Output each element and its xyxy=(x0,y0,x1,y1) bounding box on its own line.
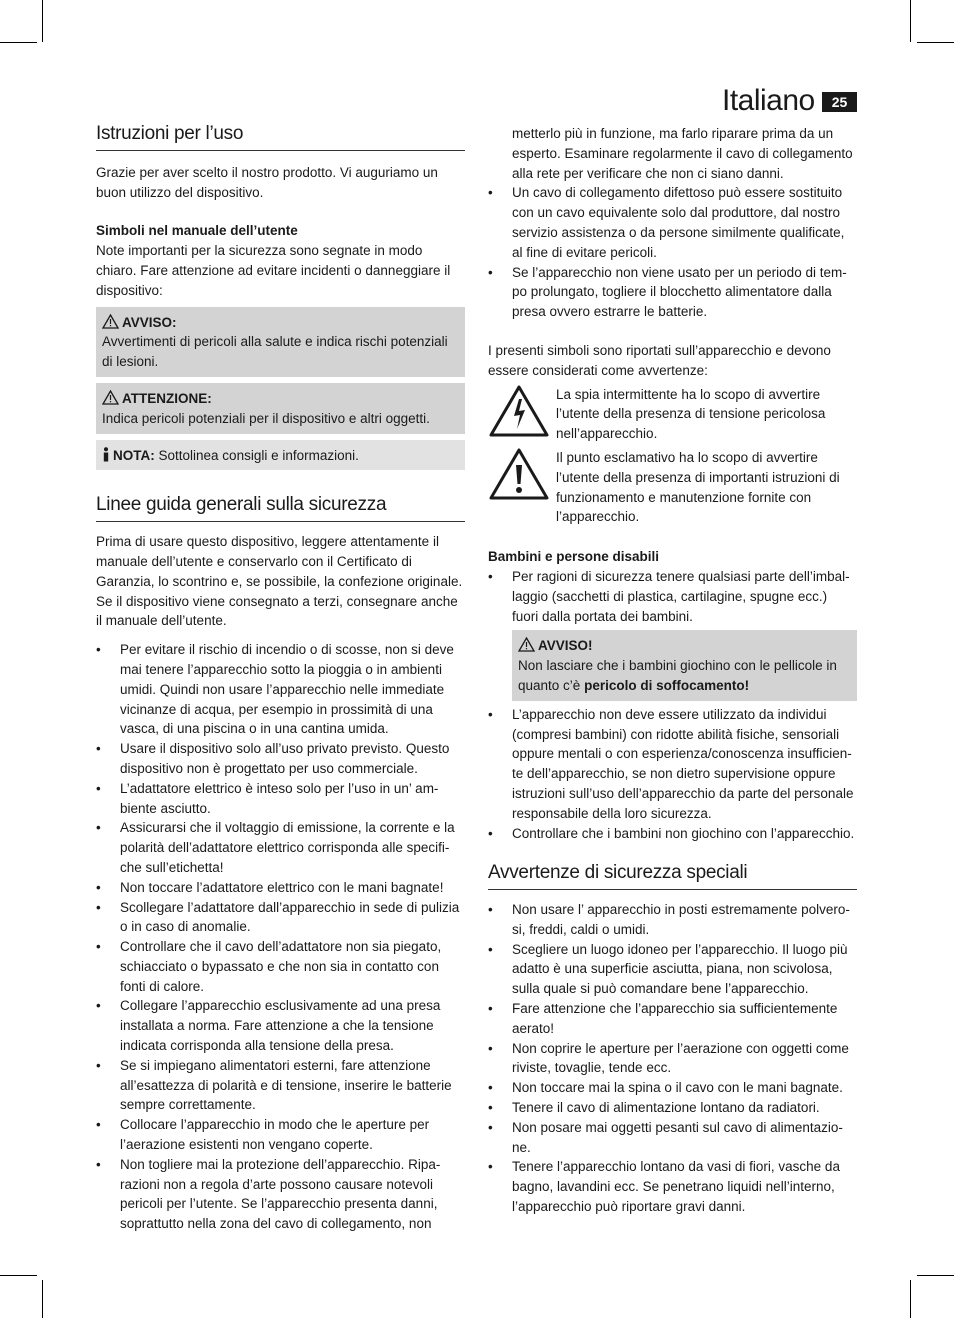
attenzione-box xyxy=(96,383,465,434)
info-icon xyxy=(102,447,110,462)
children-heading: Bambini e persone disabili xyxy=(488,549,660,565)
page-language-title: Italiano xyxy=(722,84,815,117)
avviso-text: Avvertimenti di pericoli alla salute e indica rischi potenziali di lesioni. xyxy=(102,334,448,370)
list-item: • Collegare l’apparecchio esclusivamente ad una presa installata a norma. Fare attenzione a che la tensione indicata corrisponda alla tensione della presa. xyxy=(96,996,465,1055)
warning-triangle-icon xyxy=(102,390,119,405)
symbol-voltage-text: La spia intermittente ha lo scopo di avvertire l’utente della presenza di tensione pericolosa nell’apparecchio. xyxy=(556,386,826,442)
symbol-exclamation-text: Il punto esclamativo ha lo scopo di avvertire l’utente della presenza di importanti istruzioni di funzionamento e manutenzione fornite con l’apparecchio. xyxy=(556,449,840,525)
list-item: • Per evitare il rischio di incendio o di scosse, non si deve mai tenere l’apparecchio sotto la pioggia o in ambienti umidi. Quindi non usare l’apparecchio nelle immediate vicinanze di acqua, per esempio in prossimità di una vasca, di una piscina o in una cantina umida. xyxy=(96,640,465,739)
list-item: • Se l’apparecchio non viene usato per un periodo di tem-po prolungato, togliere il blocchetto alimentatore dalla presa ovvero estrarre le batterie. xyxy=(488,263,857,322)
avviso-box xyxy=(96,307,465,377)
symbols-heading: Simboli nel manuale dell’utente xyxy=(96,223,298,239)
safety-list xyxy=(96,640,465,1234)
right-column xyxy=(488,124,857,1217)
list-item: • Non toccare l’adattatore elettrico con le mani bagnate! xyxy=(96,878,465,898)
list-item: • Per ragioni di sicurezza tenere qualsiasi parte dell’imbal-laggio (sacchetti di plastica, cartilagine, spugne ecc.) fuori dalla portata dei bambini. xyxy=(488,567,857,626)
list-item: • Scegliere un luogo idoneo per l’apparecchio. Il luogo più adatto è una superficie asciutta, piana, non scivolosa, sulla quale si può comandare bene l’apparecchio. xyxy=(488,940,857,999)
page-number-badge: 25 xyxy=(822,92,857,112)
lightning-warning-icon xyxy=(489,385,549,437)
list-item: • Non togliere mai la protezione dell’apparecchio. Ripa-razioni non a regola d’arte possono causare notevoli pericoli per l’utente. Se l’apparecchio presenta danni, soprattutto nella zona del cavo di collegamento, non xyxy=(96,1155,465,1234)
children-list xyxy=(488,567,857,626)
list-item: • Un cavo di collegamento difettoso può essere sostituito con un cavo equivalente solo dal produttore, dal nostro servizio assistenza o da persone similmente qualificate, al fine di evitare pericoli. xyxy=(488,183,857,262)
crop-mark xyxy=(910,0,911,42)
list-item: • Non posare mai oggetti pesanti sul cavo di alimentazio-ne. xyxy=(488,1118,857,1158)
avviso-children-text: Non lasciare che i bambini giochino con le pellicole in quanto c’è xyxy=(518,658,837,693)
warning-triangle-icon xyxy=(518,637,535,652)
attenzione-title: ATTENZIONE: xyxy=(122,390,212,406)
symbol-row-voltage xyxy=(488,385,857,444)
list-item: • Scollegare l’adattatore dall’apparecchio in sede di pulizia o in caso di anomalie. xyxy=(96,898,465,938)
avviso-children-box xyxy=(512,630,857,700)
list-item: • Se si impiegano alimentatori esterni, fare attenzione all’esattezza di polarità e di tensione, inserire le batterie sempre correttamente. xyxy=(96,1056,465,1115)
avviso-title: AVVISO: xyxy=(122,314,177,330)
nota-box xyxy=(96,440,465,471)
symbol-row-exclamation xyxy=(488,448,857,527)
crop-mark xyxy=(42,1280,43,1318)
safety-intro: Prima di usare questo dispositivo, leggere attentamente il manuale dell’utente e conservarlo con il Certificato di Garanzia, lo scontrino e, se possibile, la confezione originale. Se il dispositivo viene consegnato a terzi, consegnare anche il manuale dell’utente. xyxy=(96,534,463,629)
list-item: • Tenere il cavo di alimentazione lontano da radiatori. xyxy=(488,1098,857,1118)
device-symbols-intro: I presenti simboli sono riportati sull’apparecchio e devono essere considerati come avvertenze: xyxy=(488,342,831,378)
list-item: • Non usare l’ apparecchio in posti estremamente polvero-si, freddi, caldi o umidi. xyxy=(488,900,857,940)
list-item: • Controllare che i bambini non giochino con l’apparecchio. xyxy=(488,824,857,844)
exclamation-warning-icon xyxy=(489,448,549,500)
list-item: • Tenere l’apparecchio lontano da vasi di fiori, vasche da bagno, lavandini ecc. Se penetrano liquidi nell’interno, l’apparecchio può riportare gravi danni. xyxy=(488,1157,857,1216)
list-item: • L’adattatore elettrico è inteso solo per l’uso in un’ am-biente asciutto. xyxy=(96,779,465,819)
intro-text: Grazie per aver scelto il nostro prodotto. Vi auguriamo un buon utilizzo del dispositivo. xyxy=(96,164,438,200)
crop-mark xyxy=(0,42,37,43)
section-title-special: Avvertenze di sicurezza speciali xyxy=(488,863,857,890)
list-item: • Non toccare mai la spina o il cavo con le mani bagnate. xyxy=(488,1078,857,1098)
list-item: • Usare il dispositivo solo all’uso privato previsto. Questo dispositivo non è progettato per uso commerciale. xyxy=(96,739,465,779)
list-item: • Non coprire le aperture per l’aerazione con oggetti come riviste, tovaglie, tende ecc. xyxy=(488,1039,857,1079)
nota-text: Sottolinea consigli e informazioni. xyxy=(158,447,359,463)
list-item: • Controllare che il cavo dell’adattatore non sia piegato, schiacciato o bypassato e che non sia in contatto con fonti di calore. xyxy=(96,937,465,996)
avviso-children-title: AVVISO! xyxy=(538,638,593,654)
crop-mark xyxy=(910,1280,911,1318)
warning-triangle-icon xyxy=(102,314,119,329)
attenzione-text: Indica pericoli potenziali per il dispositivo e altri oggetti. xyxy=(102,410,430,426)
nota-title: NOTA: xyxy=(113,447,155,463)
continued-text: metterlo più in funzione, ma farlo riparare prima da un esperto. Esaminare regolarmente il cavo di collegamento alla rete per verificare che non ci siano danni. xyxy=(512,126,853,181)
crop-mark xyxy=(42,0,43,42)
list-item: • Assicurarsi che il voltaggio di emissione, la corrente e la polarità dell’adattatore elettrico corrisponda alle specifi-che sull’etichetta! xyxy=(96,818,465,877)
special-list xyxy=(488,900,857,1217)
left-column xyxy=(96,124,465,1234)
crop-mark xyxy=(917,42,954,43)
section-title-instructions: Istruzioni per l’uso xyxy=(96,124,465,151)
crop-mark xyxy=(0,1275,37,1276)
symbols-text: Note importanti per la sicurezza sono segnate in modo chiaro. Fare attenzione ad evitare incidenti o danneggiare il dispositivo: xyxy=(96,243,451,298)
list-item: • Collocare l’apparecchio in modo che le aperture per l’aerazione esistenti non vengano coperte. xyxy=(96,1115,465,1155)
continued-list xyxy=(488,183,857,322)
avviso-children-bold: pericolo di soffocamento! xyxy=(584,677,750,693)
list-item: • Fare attenzione che l’apparecchio sia sufficientemente aerato! xyxy=(488,999,857,1039)
list-item: • L’apparecchio non deve essere utilizzato da individui (compresi bambini) con ridotte abilità fisiche, sensoriali oppure mentali o con esperienza/conoscenza insufficien-te dell’apparecchio, se non dietro supervisione oppure istruzioni sull’uso dell’apparecchio da parte del personale responsabile della loro sicurezza. xyxy=(488,705,857,824)
crop-mark xyxy=(917,1275,954,1276)
section-title-safety: Linee guida generali sulla sicurezza xyxy=(96,495,465,522)
children-list-2 xyxy=(488,705,857,844)
